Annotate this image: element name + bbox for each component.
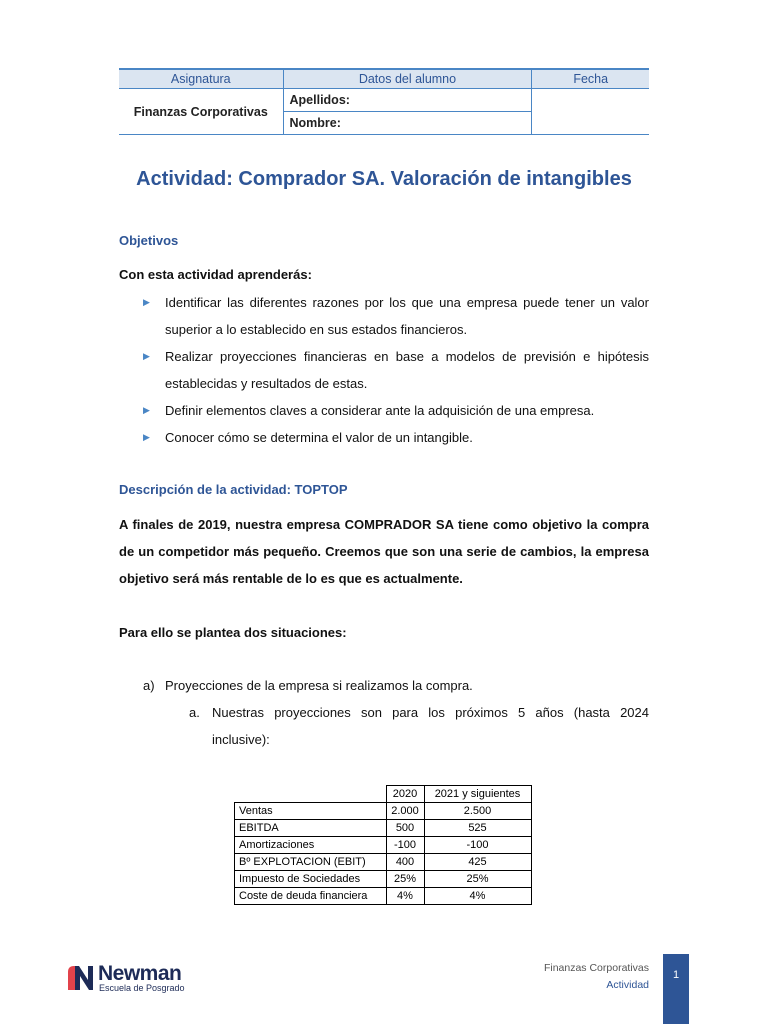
projection-table [234,785,532,905]
bullet-triangle-icon: ▶ [143,351,150,361]
projection-header-row [235,786,532,803]
table-row [235,888,532,905]
surname-field[interactable]: Apellidos: [283,89,532,112]
row-value-2021: -100 [424,837,531,854]
row-value-2020: -100 [386,837,424,854]
objectives-heading: Objetivos [119,233,179,248]
row-value-2020: 2.000 [386,803,424,820]
projection-header-2020: 2020 [386,786,424,803]
row-value-2021: 525 [424,820,531,837]
newman-logo [66,964,196,994]
projection-header-2021: 2021 y siguientes [424,786,531,803]
row-value-2021: 2.500 [424,803,531,820]
objective-item [140,289,649,343]
item-a-text: Proyecciones de la empresa si realizamos la compra. [165,678,473,693]
row-label: Ventas [235,803,387,820]
row-value-2020: 400 [386,854,424,871]
objective-text: Realizar proyecciones financieras en base a modelos de previsión e hipótesis establecidas y resultados de estas. [165,349,649,391]
table-row [235,837,532,854]
objective-item [140,343,649,397]
bullet-triangle-icon: ▶ [143,297,150,307]
objectives-list [140,289,649,451]
objectives-intro: Con esta actividad aprenderás: [119,267,312,282]
table-row [235,820,532,837]
table-row [235,854,532,871]
name-field[interactable]: Nombre: [283,112,532,135]
page-number: 1 [672,969,680,981]
table-row [235,803,532,820]
row-value-2021: 425 [424,854,531,871]
row-value-2020: 4% [386,888,424,905]
newman-logo-icon [66,964,94,992]
row-value-2021: 25% [424,871,531,888]
objective-item [140,424,649,451]
header-col-subject: Asignatura [119,69,283,89]
row-label: EBITDA [235,820,387,837]
row-value-2020: 500 [386,820,424,837]
logo-name: Newman [98,962,182,985]
row-value-2020: 25% [386,871,424,888]
item-a-sub-text: Nuestras proyecciones son para los próximos 5 años (hasta 2024 inclusive): [212,705,649,747]
row-label: Amortizaciones [235,837,387,854]
page-title: Actividad: Comprador SA. Valoración de intangibles [136,168,632,190]
header-table [119,68,649,135]
table-row [235,871,532,888]
header-col-student: Datos del alumno [283,69,532,89]
date-field[interactable] [532,89,649,135]
page-number-tab [663,954,689,1024]
description-paragraph: A finales de 2019, nuestra empresa COMPRADOR SA tiene como objetivo la compra de un competidor más pequeño. Creemos que son una serie de cambios, la empresa objetivo será más rentable de lo es que es actualmente. [119,517,649,586]
projection-header-empty [235,786,387,803]
footer-doc-type: Actividad [606,979,649,991]
bullet-triangle-icon: ▶ [143,432,150,442]
logo-subtitle: Escuela de Posgrado [99,983,185,993]
row-label: Impuesto de Sociedades [235,871,387,888]
situations-intro: Para ello se plantea dos situaciones: [119,625,347,640]
description-heading: Descripción de la actividad: TOPTOP [119,482,348,497]
objective-text: Identificar las diferentes razones por los que una empresa puede tener un valor superior a lo establecido en sus estados financieros. [165,295,649,337]
subject-value: Finanzas Corporativas [119,89,283,135]
footer-course: Finanzas Corporativas [543,962,649,974]
objective-item [140,397,649,424]
objective-text: Definir elementos claves a considerar ante la adquisición de una empresa. [165,403,595,418]
item-a-sub-marker: a. [189,705,200,720]
row-label: Bº EXPLOTACION (EBIT) [235,854,387,871]
bullet-triangle-icon: ▶ [143,405,150,415]
item-a-marker: a) [143,678,155,693]
row-label: Coste de deuda financiera [235,888,387,905]
row-value-2021: 4% [424,888,531,905]
header-col-date: Fecha [532,69,649,89]
objective-text: Conocer cómo se determina el valor de un intangible. [165,430,473,445]
